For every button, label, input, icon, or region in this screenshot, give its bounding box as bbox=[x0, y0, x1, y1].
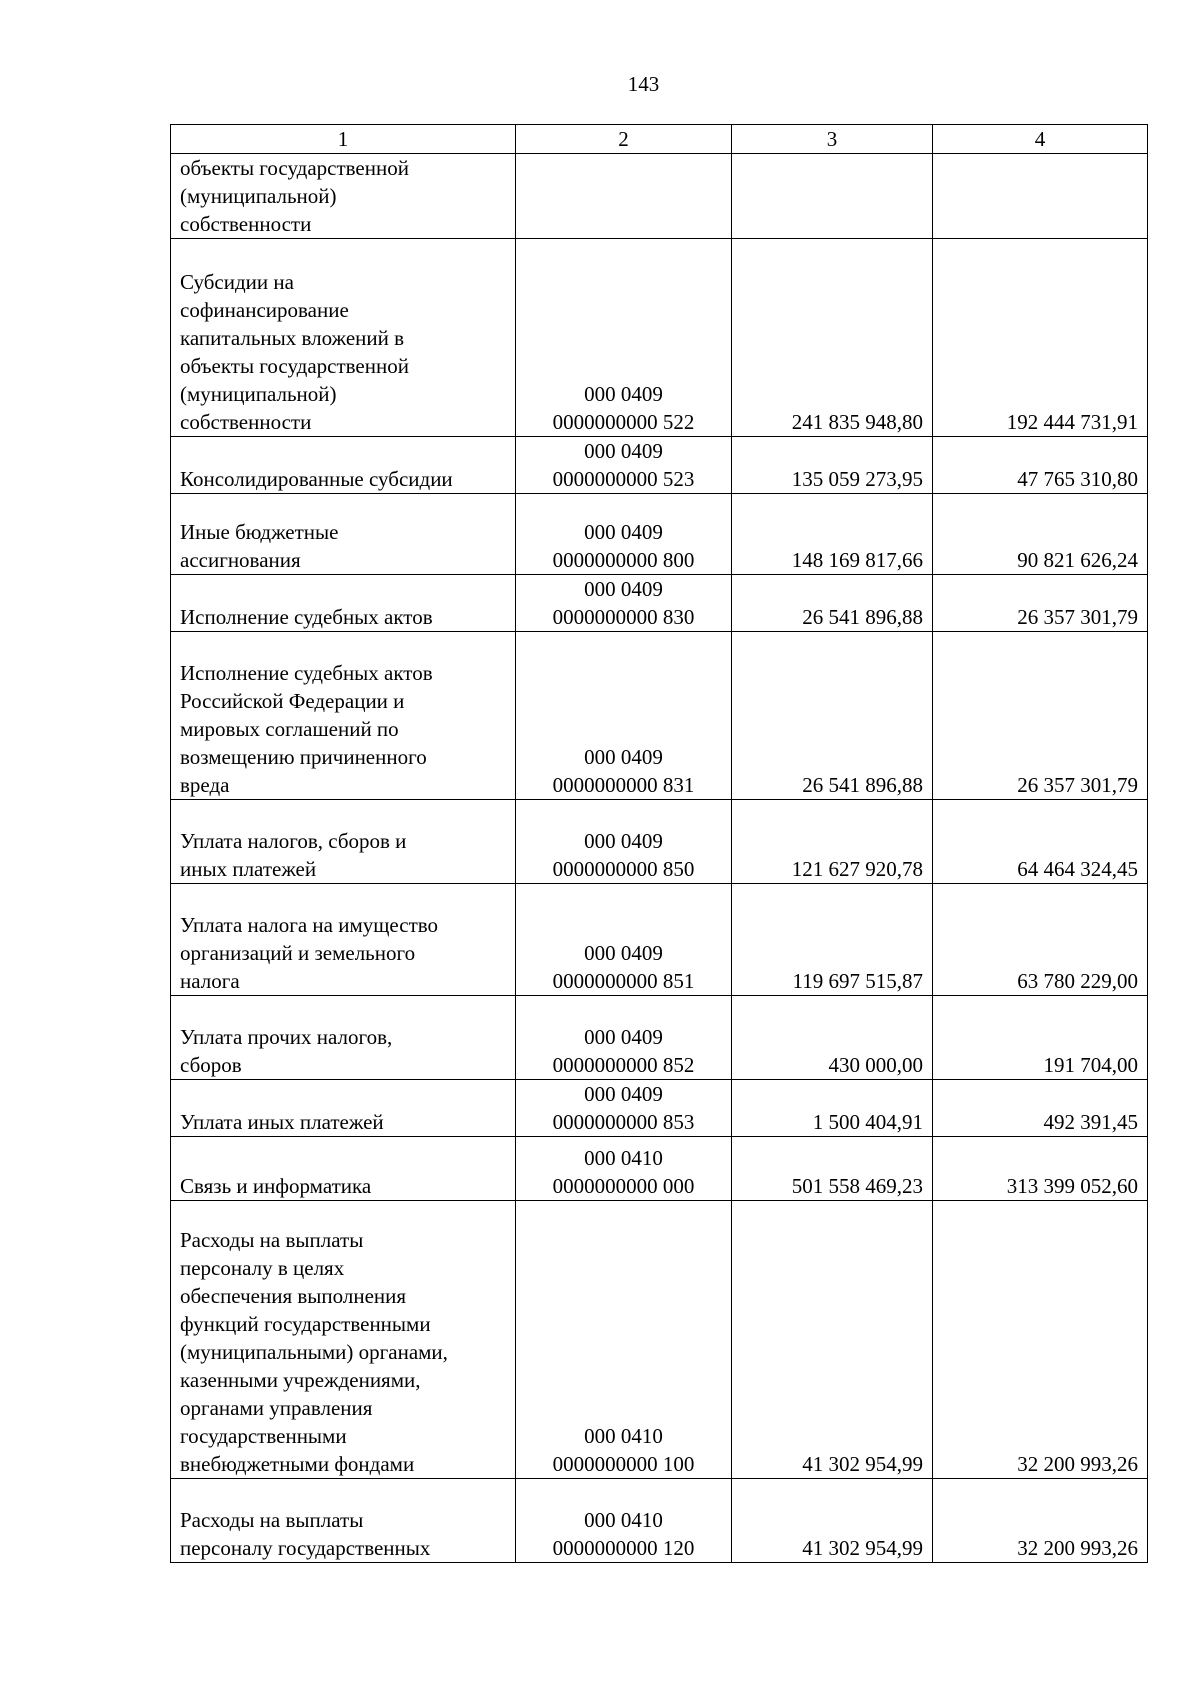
row-code-line: 0000000000 830 bbox=[552, 605, 695, 629]
budget-table bbox=[170, 124, 1148, 1563]
row-amount-col4: 26 357 301,79 bbox=[933, 575, 1148, 632]
table-row bbox=[171, 884, 1148, 996]
row-code-line: 000 0409 bbox=[584, 439, 663, 463]
row-code-line: 000 0410 bbox=[584, 1146, 663, 1170]
row-name-line: Уплата налогов, сборов и bbox=[180, 829, 407, 853]
row-code-cell bbox=[516, 437, 732, 494]
row-name-line: государственными bbox=[180, 1424, 347, 1448]
table-row bbox=[171, 1479, 1148, 1563]
row-code-cell bbox=[516, 884, 732, 996]
row-name-line: функций государственными bbox=[180, 1312, 431, 1336]
row-amount-col3: 430 000,00 bbox=[732, 996, 933, 1080]
row-amount-col4: 191 704,00 bbox=[933, 996, 1148, 1080]
row-name-line: Уплата иных платежей bbox=[180, 1110, 384, 1134]
row-code-line: 000 0409 bbox=[584, 520, 663, 544]
row-name-cell bbox=[171, 632, 516, 800]
row-name-line: Иные бюджетные bbox=[180, 520, 339, 544]
row-amount-col4: 63 780 229,00 bbox=[933, 884, 1148, 996]
table-row bbox=[171, 800, 1148, 884]
row-amount-col3: 1 500 404,91 bbox=[732, 1080, 933, 1137]
table-row bbox=[171, 1080, 1148, 1137]
row-name-line: сборов bbox=[180, 1053, 242, 1077]
row-code-line: 000 0409 bbox=[584, 1082, 663, 1106]
row-name-line: органами управления bbox=[180, 1396, 373, 1420]
row-name-line: Связь и информатика bbox=[180, 1174, 372, 1198]
row-code-line: 0000000000 000 bbox=[552, 1174, 695, 1198]
row-name-line: Российской Федерации и bbox=[180, 689, 405, 713]
row-name-line: вреда bbox=[180, 773, 230, 797]
table-row bbox=[171, 437, 1148, 494]
row-code-cell bbox=[516, 1479, 732, 1563]
row-code-line: 0000000000 800 bbox=[552, 548, 695, 572]
table-row bbox=[171, 239, 1148, 437]
row-name-line: персоналу в целях bbox=[180, 1256, 345, 1280]
table-row bbox=[171, 154, 1148, 239]
row-amount-col3: 26 541 896,88 bbox=[732, 575, 933, 632]
row-name-cell bbox=[171, 575, 516, 632]
row-name-cell bbox=[171, 239, 516, 437]
row-name-cell bbox=[171, 1479, 516, 1563]
row-code-cell bbox=[516, 1080, 732, 1137]
row-name-line: Расходы на выплаты bbox=[180, 1228, 364, 1252]
row-name-line: Уплата прочих налогов, bbox=[180, 1025, 393, 1049]
row-name-line: внебюджетными фондами bbox=[180, 1452, 415, 1476]
row-name-line: объекты государственной bbox=[180, 354, 409, 378]
row-code-line: 0000000000 851 bbox=[552, 969, 695, 993]
row-name-line: Исполнение судебных актов bbox=[180, 605, 433, 629]
row-code-cell bbox=[516, 996, 732, 1080]
row-name-cell bbox=[171, 884, 516, 996]
table-row bbox=[171, 1201, 1148, 1479]
row-name-line: мировых соглашений по bbox=[180, 717, 399, 741]
column-header-1: 1 bbox=[171, 125, 516, 154]
table-row bbox=[171, 632, 1148, 800]
column-header-2: 2 bbox=[516, 125, 732, 154]
column-header-4: 4 bbox=[933, 125, 1148, 154]
row-code-cell bbox=[516, 1137, 732, 1201]
row-amount-col4: 47 765 310,80 bbox=[933, 437, 1148, 494]
row-name-line: налога bbox=[180, 969, 240, 993]
row-name-cell bbox=[171, 494, 516, 575]
row-code-line: 000 0410 bbox=[584, 1424, 663, 1448]
row-code-line: 0000000000 522 bbox=[552, 410, 695, 434]
row-name-cell bbox=[171, 800, 516, 884]
row-name-cell bbox=[171, 154, 516, 239]
row-name-line: организаций и земельного bbox=[180, 941, 416, 965]
row-code-line: 0000000000 831 bbox=[552, 773, 695, 797]
row-code-cell bbox=[516, 575, 732, 632]
table-row bbox=[171, 575, 1148, 632]
row-amount-col4 bbox=[933, 154, 1148, 239]
row-name-line: возмещению причиненного bbox=[180, 745, 427, 769]
row-code-line: 000 0409 bbox=[584, 941, 663, 965]
row-code-cell bbox=[516, 239, 732, 437]
table-row bbox=[171, 1137, 1148, 1201]
row-name-line: иных платежей bbox=[180, 857, 317, 881]
row-amount-col3: 26 541 896,88 bbox=[732, 632, 933, 800]
row-amount-col4: 32 200 993,26 bbox=[933, 1479, 1148, 1563]
table-row bbox=[171, 494, 1148, 575]
row-code-line: 000 0409 bbox=[584, 829, 663, 853]
row-name-cell bbox=[171, 437, 516, 494]
row-name-line: Расходы на выплаты bbox=[180, 1508, 364, 1532]
table-row bbox=[171, 996, 1148, 1080]
row-name-line: Уплата налога на имущество bbox=[180, 913, 439, 937]
row-amount-col4: 90 821 626,24 bbox=[933, 494, 1148, 575]
row-code-line: 0000000000 100 bbox=[552, 1452, 695, 1476]
row-amount-col4: 313 399 052,60 bbox=[933, 1137, 1148, 1201]
row-name-line: казенными учреждениями, bbox=[180, 1368, 421, 1392]
row-amount-col4: 492 391,45 bbox=[933, 1080, 1148, 1137]
row-name-line: капитальных вложений в bbox=[180, 326, 405, 350]
row-code-line: 000 0409 bbox=[584, 1025, 663, 1049]
row-name-line: Консолидированные субсидии bbox=[180, 467, 453, 491]
row-code-line: 000 0409 bbox=[584, 745, 663, 769]
row-name-cell bbox=[171, 1201, 516, 1479]
row-code-cell bbox=[516, 632, 732, 800]
row-code-cell bbox=[516, 1201, 732, 1479]
row-amount-col3: 148 169 817,66 bbox=[732, 494, 933, 575]
row-code-line: 0000000000 852 bbox=[552, 1053, 695, 1077]
row-name-line: обеспечения выполнения bbox=[180, 1284, 407, 1308]
row-name-line: Исполнение судебных актов bbox=[180, 661, 433, 685]
row-code-cell bbox=[516, 800, 732, 884]
row-amount-col3: 41 302 954,99 bbox=[732, 1201, 933, 1479]
row-amount-col4: 192 444 731,91 bbox=[933, 239, 1148, 437]
row-code-line: 000 0410 bbox=[584, 1508, 663, 1532]
row-amount-col3: 135 059 273,95 bbox=[732, 437, 933, 494]
row-name-line: персоналу государственных bbox=[180, 1536, 431, 1560]
row-name-line: (муниципальной) bbox=[180, 184, 337, 208]
row-code-cell bbox=[516, 154, 732, 239]
row-name-line: (муниципальными) органами, bbox=[180, 1340, 448, 1364]
row-amount-col3: 121 627 920,78 bbox=[732, 800, 933, 884]
row-name-line: собственности bbox=[180, 410, 312, 434]
row-name-line: собственности bbox=[180, 212, 312, 236]
row-amount-col3 bbox=[732, 154, 933, 239]
row-amount-col4: 26 357 301,79 bbox=[933, 632, 1148, 800]
row-code-line: 0000000000 120 bbox=[552, 1536, 695, 1560]
row-code-line: 0000000000 523 bbox=[552, 467, 695, 491]
row-amount-col3: 241 835 948,80 bbox=[732, 239, 933, 437]
row-name-line: Субсидии на bbox=[180, 270, 294, 294]
row-amount-col4: 32 200 993,26 bbox=[933, 1201, 1148, 1479]
column-number-row bbox=[171, 125, 1148, 154]
row-code-line: 000 0409 bbox=[584, 577, 663, 601]
row-amount-col4: 64 464 324,45 bbox=[933, 800, 1148, 884]
row-code-line: 0000000000 850 bbox=[552, 857, 695, 881]
row-amount-col3: 119 697 515,87 bbox=[732, 884, 933, 996]
row-amount-col3: 501 558 469,23 bbox=[732, 1137, 933, 1201]
row-name-line: (муниципальной) bbox=[180, 382, 337, 406]
row-code-line: 0000000000 853 bbox=[552, 1110, 695, 1134]
row-code-cell bbox=[516, 494, 732, 575]
row-name-cell bbox=[171, 996, 516, 1080]
row-code-line: 000 0409 bbox=[584, 382, 663, 406]
row-name-line: ассигнования bbox=[180, 548, 301, 572]
column-header-3: 3 bbox=[732, 125, 933, 154]
row-name-cell bbox=[171, 1137, 516, 1201]
row-amount-col3: 41 302 954,99 bbox=[732, 1479, 933, 1563]
row-name-cell bbox=[171, 1080, 516, 1137]
page-number: 143 bbox=[627, 72, 660, 96]
row-name-line: софинансирование bbox=[180, 298, 349, 322]
row-name-line: объекты государственной bbox=[180, 156, 409, 180]
